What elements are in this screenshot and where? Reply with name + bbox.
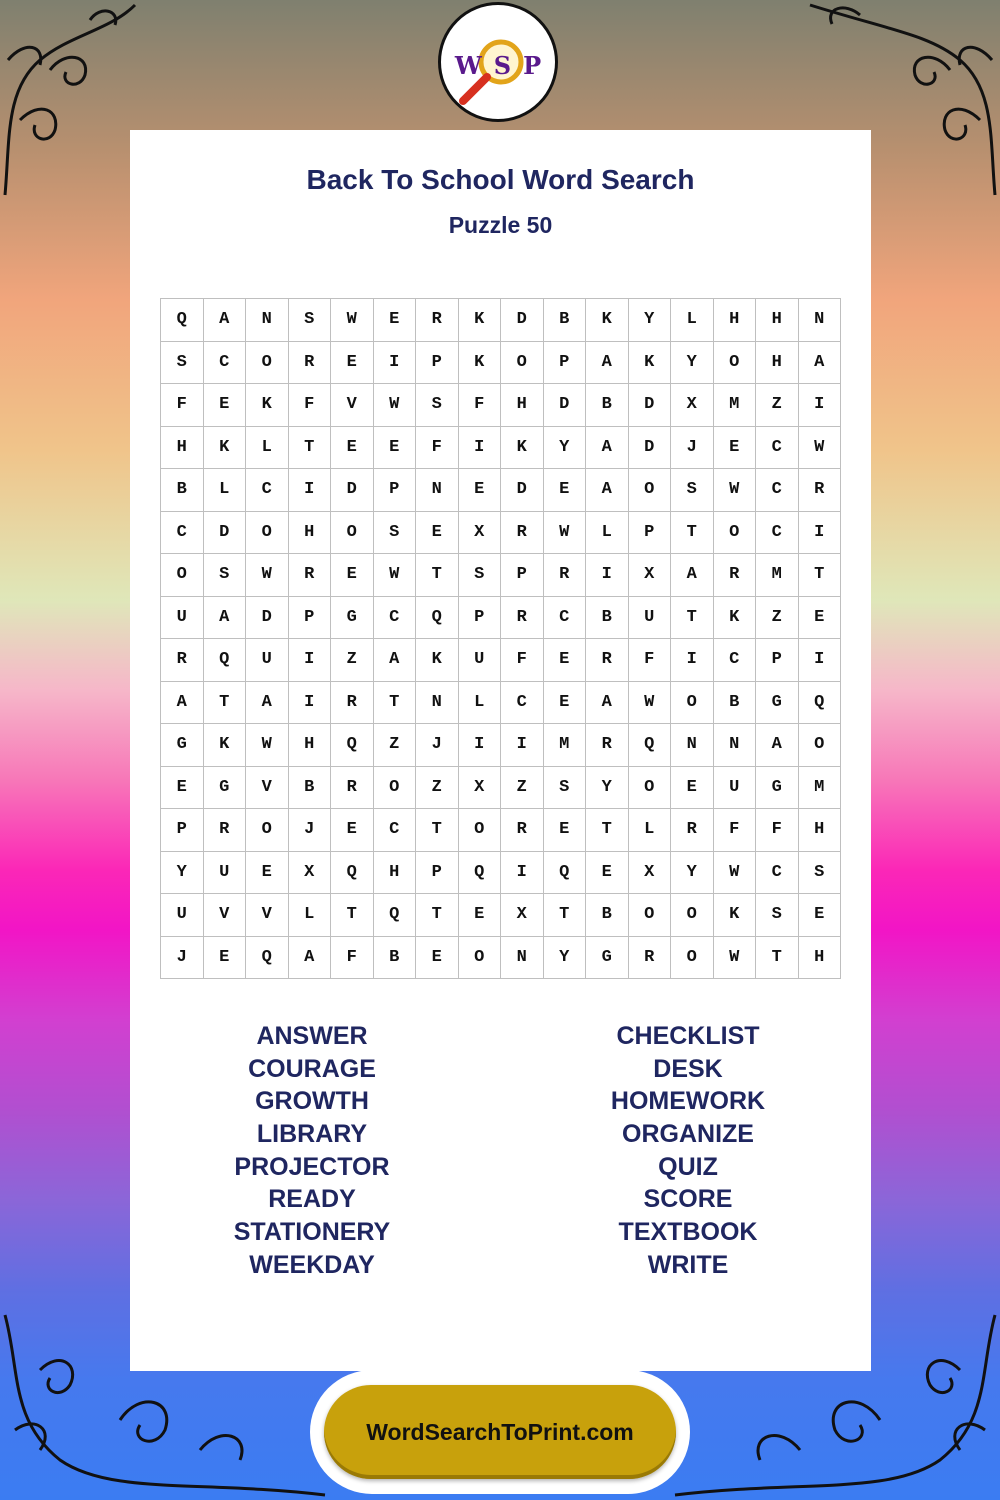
grid-cell: X: [289, 852, 332, 895]
grid-cell: F: [331, 937, 374, 980]
grid-cell: T: [544, 894, 587, 937]
grid-cell: B: [374, 937, 417, 980]
grid-cell: E: [374, 299, 417, 342]
grid-cell: W: [714, 469, 757, 512]
grid-cell: Q: [331, 724, 374, 767]
grid-cell: L: [289, 894, 332, 937]
grid-cell: I: [459, 724, 502, 767]
grid-cell: O: [629, 894, 672, 937]
grid-cell: A: [586, 469, 629, 512]
grid-cell: E: [374, 427, 417, 470]
grid-cell: A: [586, 342, 629, 385]
grid-cell: J: [671, 427, 714, 470]
grid-cell: U: [161, 597, 204, 640]
grid-cell: X: [629, 554, 672, 597]
grid-cell: Y: [629, 299, 672, 342]
grid-cell: T: [204, 682, 247, 725]
grid-cell: H: [501, 384, 544, 427]
word-list-item: HOMEWORK: [610, 1087, 766, 1116]
grid-cell: C: [544, 597, 587, 640]
grid-cell: O: [629, 469, 672, 512]
word-list-item: GROWTH: [255, 1087, 369, 1116]
grid-cell: D: [544, 384, 587, 427]
grid-cell: E: [544, 809, 587, 852]
grid-cell: O: [629, 767, 672, 810]
grid-cell: B: [714, 682, 757, 725]
word-list-item: WRITE: [647, 1250, 729, 1279]
grid-cell: I: [799, 384, 842, 427]
grid-cell: H: [161, 427, 204, 470]
grid-cell: O: [374, 767, 417, 810]
grid-cell: E: [331, 342, 374, 385]
grid-cell: K: [459, 342, 502, 385]
grid-cell: W: [331, 299, 374, 342]
grid-cell: B: [586, 597, 629, 640]
grid-cell: A: [374, 639, 417, 682]
grid-cell: R: [289, 342, 332, 385]
grid-cell: S: [671, 469, 714, 512]
grid-cell: O: [246, 342, 289, 385]
grid-cell: H: [714, 299, 757, 342]
grid-cell: Z: [416, 767, 459, 810]
grid-cell: D: [629, 384, 672, 427]
wsp-logo: [438, 2, 558, 122]
grid-cell: O: [246, 809, 289, 852]
grid-cell: A: [246, 682, 289, 725]
grid-cell: L: [586, 512, 629, 555]
grid-cell: K: [501, 427, 544, 470]
grid-cell: E: [544, 682, 587, 725]
puzzle-card: [130, 130, 871, 1371]
grid-cell: J: [161, 937, 204, 980]
grid-cell: O: [246, 512, 289, 555]
grid-cell: A: [586, 682, 629, 725]
grid-cell: T: [799, 554, 842, 597]
grid-cell: Q: [416, 597, 459, 640]
grid-cell: F: [416, 427, 459, 470]
grid-cell: I: [586, 554, 629, 597]
grid-cell: H: [799, 937, 842, 980]
grid-cell: D: [204, 512, 247, 555]
letter-grid: [160, 298, 841, 979]
grid-cell: T: [416, 894, 459, 937]
grid-cell: B: [586, 384, 629, 427]
grid-cell: A: [161, 682, 204, 725]
grid-cell: Z: [331, 639, 374, 682]
word-list-item: READY: [268, 1185, 356, 1214]
grid-cell: H: [289, 724, 332, 767]
grid-cell: O: [331, 512, 374, 555]
grid-cell: Q: [544, 852, 587, 895]
grid-cell: E: [416, 937, 459, 980]
word-list-item: COURAGE: [248, 1054, 376, 1083]
grid-cell: M: [544, 724, 587, 767]
grid-cell: X: [459, 767, 502, 810]
grid-cell: D: [501, 299, 544, 342]
grid-cell: E: [714, 427, 757, 470]
word-list-item: STATIONERY: [233, 1218, 391, 1247]
grid-cell: U: [161, 894, 204, 937]
grid-cell: K: [714, 894, 757, 937]
grid-cell: C: [374, 809, 417, 852]
grid-cell: N: [714, 724, 757, 767]
grid-cell: P: [289, 597, 332, 640]
grid-cell: E: [204, 384, 247, 427]
grid-cell: Q: [374, 894, 417, 937]
word-list-left: [162, 1020, 462, 1282]
grid-cell: H: [756, 342, 799, 385]
grid-cell: Y: [671, 852, 714, 895]
grid-cell: Q: [331, 852, 374, 895]
grid-cell: I: [289, 639, 332, 682]
grid-cell: B: [161, 469, 204, 512]
grid-cell: N: [799, 299, 842, 342]
grid-cell: C: [756, 427, 799, 470]
grid-cell: K: [416, 639, 459, 682]
grid-cell: A: [799, 342, 842, 385]
grid-cell: P: [416, 342, 459, 385]
grid-cell: E: [459, 894, 502, 937]
grid-cell: Z: [756, 384, 799, 427]
grid-cell: R: [544, 554, 587, 597]
grid-cell: Y: [544, 937, 587, 980]
grid-cell: R: [586, 724, 629, 767]
grid-cell: F: [459, 384, 502, 427]
grid-cell: J: [416, 724, 459, 767]
grid-cell: R: [586, 639, 629, 682]
grid-cell: O: [161, 554, 204, 597]
grid-cell: F: [289, 384, 332, 427]
grid-cell: E: [416, 512, 459, 555]
grid-cell: Q: [629, 724, 672, 767]
grid-cell: O: [671, 894, 714, 937]
grid-cell: U: [629, 597, 672, 640]
grid-cell: R: [204, 809, 247, 852]
grid-cell: A: [586, 427, 629, 470]
grid-cell: D: [629, 427, 672, 470]
grid-cell: I: [671, 639, 714, 682]
grid-cell: G: [586, 937, 629, 980]
grid-cell: R: [501, 809, 544, 852]
grid-cell: Q: [204, 639, 247, 682]
grid-cell: W: [374, 554, 417, 597]
grid-cell: E: [204, 937, 247, 980]
grid-cell: N: [246, 299, 289, 342]
grid-cell: Y: [671, 342, 714, 385]
grid-cell: F: [161, 384, 204, 427]
page-title: Back To School Word Search: [306, 164, 695, 195]
grid-cell: R: [714, 554, 757, 597]
grid-cell: Z: [756, 597, 799, 640]
grid-cell: M: [799, 767, 842, 810]
grid-cell: I: [799, 639, 842, 682]
grid-cell: C: [374, 597, 417, 640]
grid-cell: P: [459, 597, 502, 640]
grid-cell: B: [544, 299, 587, 342]
grid-cell: P: [629, 512, 672, 555]
grid-cell: D: [501, 469, 544, 512]
grid-cell: O: [459, 809, 502, 852]
grid-cell: W: [629, 682, 672, 725]
grid-cell: P: [374, 469, 417, 512]
puzzle-number: Puzzle 50: [448, 212, 553, 238]
grid-cell: K: [629, 342, 672, 385]
grid-cell: W: [714, 937, 757, 980]
grid-cell: S: [374, 512, 417, 555]
grid-cell: J: [289, 809, 332, 852]
grid-cell: O: [714, 512, 757, 555]
grid-cell: H: [289, 512, 332, 555]
logo-letters: WSP: [454, 51, 554, 80]
grid-cell: A: [289, 937, 332, 980]
grid-cell: C: [714, 639, 757, 682]
grid-cell: Z: [374, 724, 417, 767]
footer-site-link[interactable]: WordSearchToPrint.com: [324, 1385, 676, 1479]
corner-ornament-top-left: [0, 0, 140, 200]
grid-cell: X: [501, 894, 544, 937]
grid-cell: L: [459, 682, 502, 725]
grid-cell: O: [459, 937, 502, 980]
grid-cell: E: [161, 767, 204, 810]
grid-cell: K: [714, 597, 757, 640]
grid-cell: R: [331, 682, 374, 725]
grid-cell: N: [671, 724, 714, 767]
grid-cell: U: [459, 639, 502, 682]
grid-cell: Q: [459, 852, 502, 895]
grid-cell: O: [671, 937, 714, 980]
grid-cell: R: [501, 597, 544, 640]
grid-cell: Y: [161, 852, 204, 895]
grid-cell: Q: [799, 682, 842, 725]
grid-cell: W: [246, 724, 289, 767]
grid-cell: L: [246, 427, 289, 470]
grid-cell: P: [501, 554, 544, 597]
grid-cell: F: [714, 809, 757, 852]
grid-cell: T: [374, 682, 417, 725]
grid-cell: M: [756, 554, 799, 597]
grid-cell: U: [204, 852, 247, 895]
grid-cell: F: [756, 809, 799, 852]
grid-cell: O: [714, 342, 757, 385]
word-list-right: [538, 1020, 838, 1282]
grid-cell: N: [416, 682, 459, 725]
grid-cell: I: [501, 852, 544, 895]
grid-cell: Y: [586, 767, 629, 810]
grid-cell: S: [289, 299, 332, 342]
grid-cell: P: [161, 809, 204, 852]
grid-cell: I: [459, 427, 502, 470]
grid-cell: H: [756, 299, 799, 342]
grid-cell: S: [459, 554, 502, 597]
grid-cell: I: [799, 512, 842, 555]
grid-cell: S: [544, 767, 587, 810]
grid-cell: S: [799, 852, 842, 895]
grid-cell: X: [671, 384, 714, 427]
grid-cell: A: [671, 554, 714, 597]
grid-cell: T: [416, 554, 459, 597]
grid-cell: R: [501, 512, 544, 555]
word-list-item: SCORE: [643, 1185, 733, 1214]
grid-cell: T: [756, 937, 799, 980]
grid-cell: A: [756, 724, 799, 767]
grid-cell: E: [459, 469, 502, 512]
word-list-item: ANSWER: [256, 1022, 368, 1050]
word-list-item: WEEKDAY: [249, 1250, 375, 1279]
grid-cell: R: [671, 809, 714, 852]
grid-cell: M: [714, 384, 757, 427]
grid-cell: R: [799, 469, 842, 512]
grid-cell: Q: [246, 937, 289, 980]
grid-cell: D: [246, 597, 289, 640]
word-list-item: DESK: [653, 1054, 723, 1083]
grid-cell: X: [459, 512, 502, 555]
grid-cell: P: [756, 639, 799, 682]
word-list-item: PROJECTOR: [234, 1152, 390, 1181]
grid-cell: O: [671, 682, 714, 725]
grid-cell: X: [629, 852, 672, 895]
word-list-item: LIBRARY: [256, 1120, 368, 1149]
grid-cell: Q: [161, 299, 204, 342]
grid-cell: C: [756, 512, 799, 555]
word-list-item: TEXTBOOK: [618, 1218, 758, 1247]
grid-cell: E: [246, 852, 289, 895]
grid-cell: T: [289, 427, 332, 470]
grid-cell: L: [671, 299, 714, 342]
grid-cell: S: [161, 342, 204, 385]
grid-cell: E: [799, 597, 842, 640]
grid-cell: O: [799, 724, 842, 767]
grid-cell: K: [459, 299, 502, 342]
grid-cell: K: [586, 299, 629, 342]
grid-cell: R: [331, 767, 374, 810]
grid-cell: T: [671, 512, 714, 555]
grid-cell: B: [586, 894, 629, 937]
grid-cell: R: [289, 554, 332, 597]
grid-cell: K: [246, 384, 289, 427]
grid-cell: R: [629, 937, 672, 980]
grid-cell: A: [204, 299, 247, 342]
word-list-item: CHECKLIST: [616, 1022, 760, 1050]
grid-cell: W: [374, 384, 417, 427]
grid-cell: E: [799, 894, 842, 937]
grid-cell: V: [331, 384, 374, 427]
grid-cell: T: [331, 894, 374, 937]
grid-cell: L: [204, 469, 247, 512]
grid-cell: A: [204, 597, 247, 640]
grid-cell: R: [416, 299, 459, 342]
grid-cell: I: [289, 682, 332, 725]
grid-cell: K: [204, 724, 247, 767]
grid-cell: D: [331, 469, 374, 512]
grid-cell: E: [544, 639, 587, 682]
grid-cell: T: [586, 809, 629, 852]
grid-cell: P: [416, 852, 459, 895]
grid-cell: T: [416, 809, 459, 852]
grid-cell: S: [204, 554, 247, 597]
grid-cell: I: [374, 342, 417, 385]
grid-cell: S: [416, 384, 459, 427]
grid-cell: U: [246, 639, 289, 682]
grid-cell: E: [544, 469, 587, 512]
grid-cell: R: [161, 639, 204, 682]
grid-cell: W: [799, 427, 842, 470]
grid-cell: C: [756, 852, 799, 895]
grid-cell: G: [161, 724, 204, 767]
grid-cell: W: [246, 554, 289, 597]
grid-cell: C: [246, 469, 289, 512]
grid-cell: E: [586, 852, 629, 895]
grid-cell: E: [671, 767, 714, 810]
grid-cell: E: [331, 809, 374, 852]
grid-cell: Z: [501, 767, 544, 810]
grid-cell: L: [629, 809, 672, 852]
grid-cell: G: [204, 767, 247, 810]
grid-cell: C: [204, 342, 247, 385]
grid-cell: B: [289, 767, 332, 810]
grid-cell: F: [629, 639, 672, 682]
grid-cell: S: [756, 894, 799, 937]
grid-cell: E: [331, 554, 374, 597]
grid-cell: V: [246, 767, 289, 810]
grid-cell: E: [331, 427, 374, 470]
grid-cell: N: [416, 469, 459, 512]
grid-cell: G: [331, 597, 374, 640]
grid-cell: W: [714, 852, 757, 895]
grid-cell: H: [799, 809, 842, 852]
grid-cell: O: [501, 342, 544, 385]
grid-cell: H: [374, 852, 417, 895]
grid-cell: G: [756, 767, 799, 810]
grid-cell: V: [204, 894, 247, 937]
grid-cell: T: [671, 597, 714, 640]
grid-cell: V: [246, 894, 289, 937]
grid-cell: K: [204, 427, 247, 470]
grid-cell: W: [544, 512, 587, 555]
grid-cell: I: [289, 469, 332, 512]
grid-cell: C: [756, 469, 799, 512]
grid-cell: C: [501, 682, 544, 725]
grid-cell: F: [501, 639, 544, 682]
grid-cell: N: [501, 937, 544, 980]
word-list-item: ORGANIZE: [622, 1120, 754, 1149]
word-list-item: QUIZ: [658, 1152, 718, 1181]
grid-cell: Y: [544, 427, 587, 470]
grid-cell: I: [501, 724, 544, 767]
grid-cell: G: [756, 682, 799, 725]
grid-cell: U: [714, 767, 757, 810]
grid-cell: C: [161, 512, 204, 555]
grid-cell: P: [544, 342, 587, 385]
